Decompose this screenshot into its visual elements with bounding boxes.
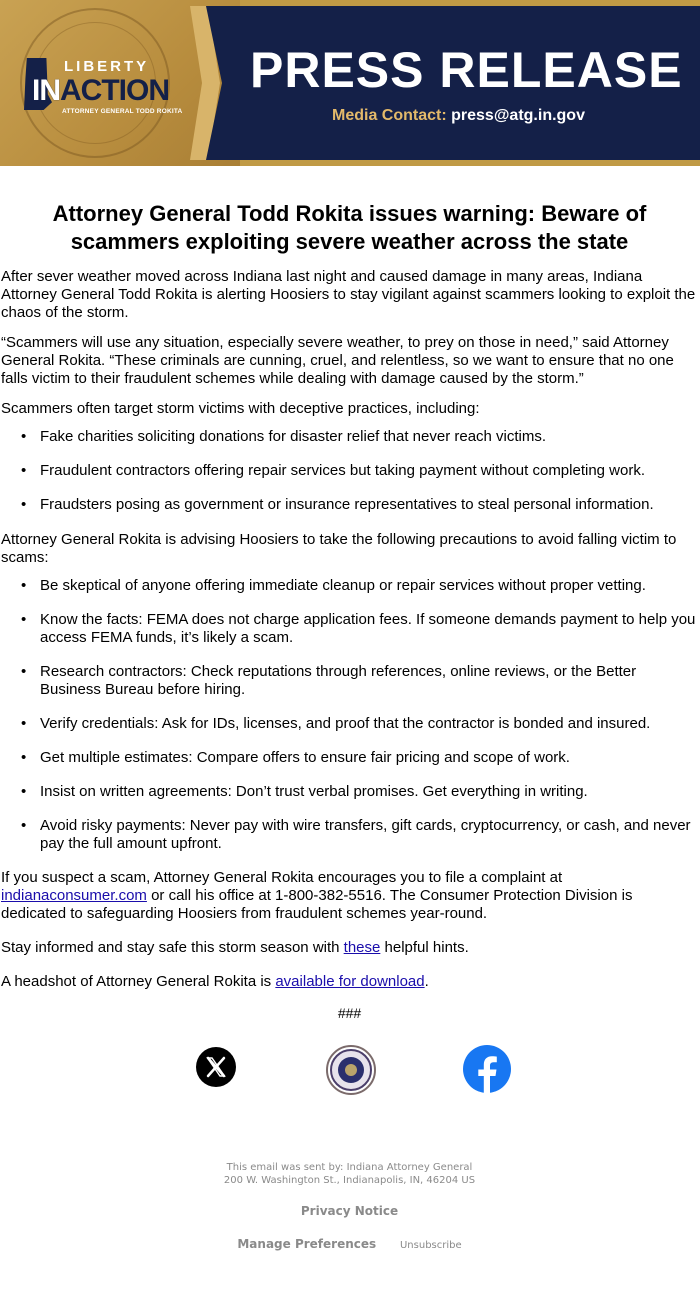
indianaconsumer-link[interactable]: indianaconsumer.com — [1, 887, 147, 904]
social-links — [1, 1045, 698, 1105]
list-item: • Research contractors: Check reputations through references, online reviews, or the Better Business Bureau before hiring. — [40, 663, 698, 699]
manage-preferences-link[interactable]: Manage Preferences — [237, 1237, 377, 1251]
list-item: • Fraudulent contractors offering repair services but taking payment without completing work. — [40, 462, 698, 480]
logo-inaction-text: INACTION — [32, 74, 169, 107]
footer-address: 200 W. Washington St., Indianapolis, IN, 46204 US — [223, 1175, 476, 1186]
download-link[interactable]: available for download — [275, 973, 425, 990]
paragraph-complaint: If you suspect a scam, Attorney General Rokita encourages you to file a complaint at indianaconsumer.com or call his office at 1-800-382-5516. The Consumer Protection Division is dedicated to safeguarding Hoosiers from fraudulent schemes year-round. — [1, 869, 633, 922]
unsubscribe-link[interactable]: Unsubscribe — [399, 1240, 462, 1251]
paragraph-intro: After sever weather moved across Indiana last night and caused damage in many areas, Indiana Attorney General Todd Rokita is alerting Hoosiers to stay vigilant against scammers looking to exploit the chaos of the storm. — [1, 268, 696, 321]
list-item: • Fraudsters posing as government or insurance representatives to steal personal information. — [40, 496, 698, 514]
press-release-body — [0, 200, 700, 1252]
list-item: • Avoid risky payments: Never pay with wire transfers, gift cards, cryptocurrency, or cash, and never pay the full amount upfront. — [40, 817, 698, 853]
these-link[interactable]: these — [343, 939, 381, 956]
privacy-notice-link[interactable]: Privacy Notice — [300, 1204, 399, 1218]
headline: Attorney General Todd Rokita issues warning: Beware of scammers exploiting severe weather across the state — [52, 201, 647, 254]
list-item: • Verify credentials: Ask for IDs, licenses, and proof that the contractor is bonded and insured. — [40, 715, 698, 733]
media-contact — [332, 107, 585, 125]
liberty-in-action-logo — [18, 54, 183, 124]
logo-subtitle: ATTORNEY GENERAL TODD ROKITA — [62, 108, 183, 115]
list-item: • Be skeptical of anyone offering immediate cleanup or repair services without proper vetting. — [40, 577, 698, 595]
media-contact-email: press@atg.in.gov — [451, 107, 585, 124]
list-item: • Know the facts: FEMA does not charge application fees. If someone demands payment to help you access FEMA funds, it’s likely a scam. — [40, 611, 698, 647]
x-twitter-icon[interactable] — [196, 1047, 236, 1087]
paragraph-headshot: A headshot of Attorney General Rokita is available for download. — [1, 973, 429, 990]
paragraph-practices-intro: Scammers often target storm victims with deceptive practices, including: — [1, 400, 480, 417]
media-contact-label: Media Contact: — [332, 107, 447, 124]
press-release-banner — [0, 0, 700, 166]
email-footer — [1, 1161, 698, 1252]
paragraph-quote: “Scammers will use any situation, especially severe weather, to prey on those in need,” said Attorney General Rokita. “These criminals are cunning, cruel, and relentless, so we want to ensure that no one falls victim to their fraudulent schemes while dealing with damage caused by the storm.” — [1, 334, 674, 387]
list-item: • Fake charities soliciting donations for disaster relief that never reach victims. — [40, 428, 698, 446]
footer-preferences — [1, 1238, 698, 1252]
press-release-title: PRESS RELEASE — [250, 42, 683, 98]
scam-practices-list — [1, 428, 698, 514]
footer-sent-by: This email was sent by: Indiana Attorney General — [226, 1162, 473, 1173]
precautions-list — [1, 577, 698, 853]
paragraph-hints: Stay informed and stay safe this storm season with these helpful hints. — [1, 939, 469, 956]
paragraph-precautions-intro: Attorney General Rokita is advising Hoosiers to take the following precautions to avoid falling victim to scams: — [1, 531, 677, 566]
end-marker: ### — [337, 1005, 362, 1021]
list-item: • Insist on written agreements: Don’t trust verbal promises. Get everything in writing. — [40, 783, 698, 801]
list-item: • Get multiple estimates: Compare offers to ensure fair pricing and scope of work. — [40, 749, 698, 767]
facebook-icon[interactable] — [463, 1045, 511, 1093]
state-seal-icon[interactable] — [326, 1045, 376, 1095]
logo-liberty-text: LIBERTY — [64, 58, 150, 75]
